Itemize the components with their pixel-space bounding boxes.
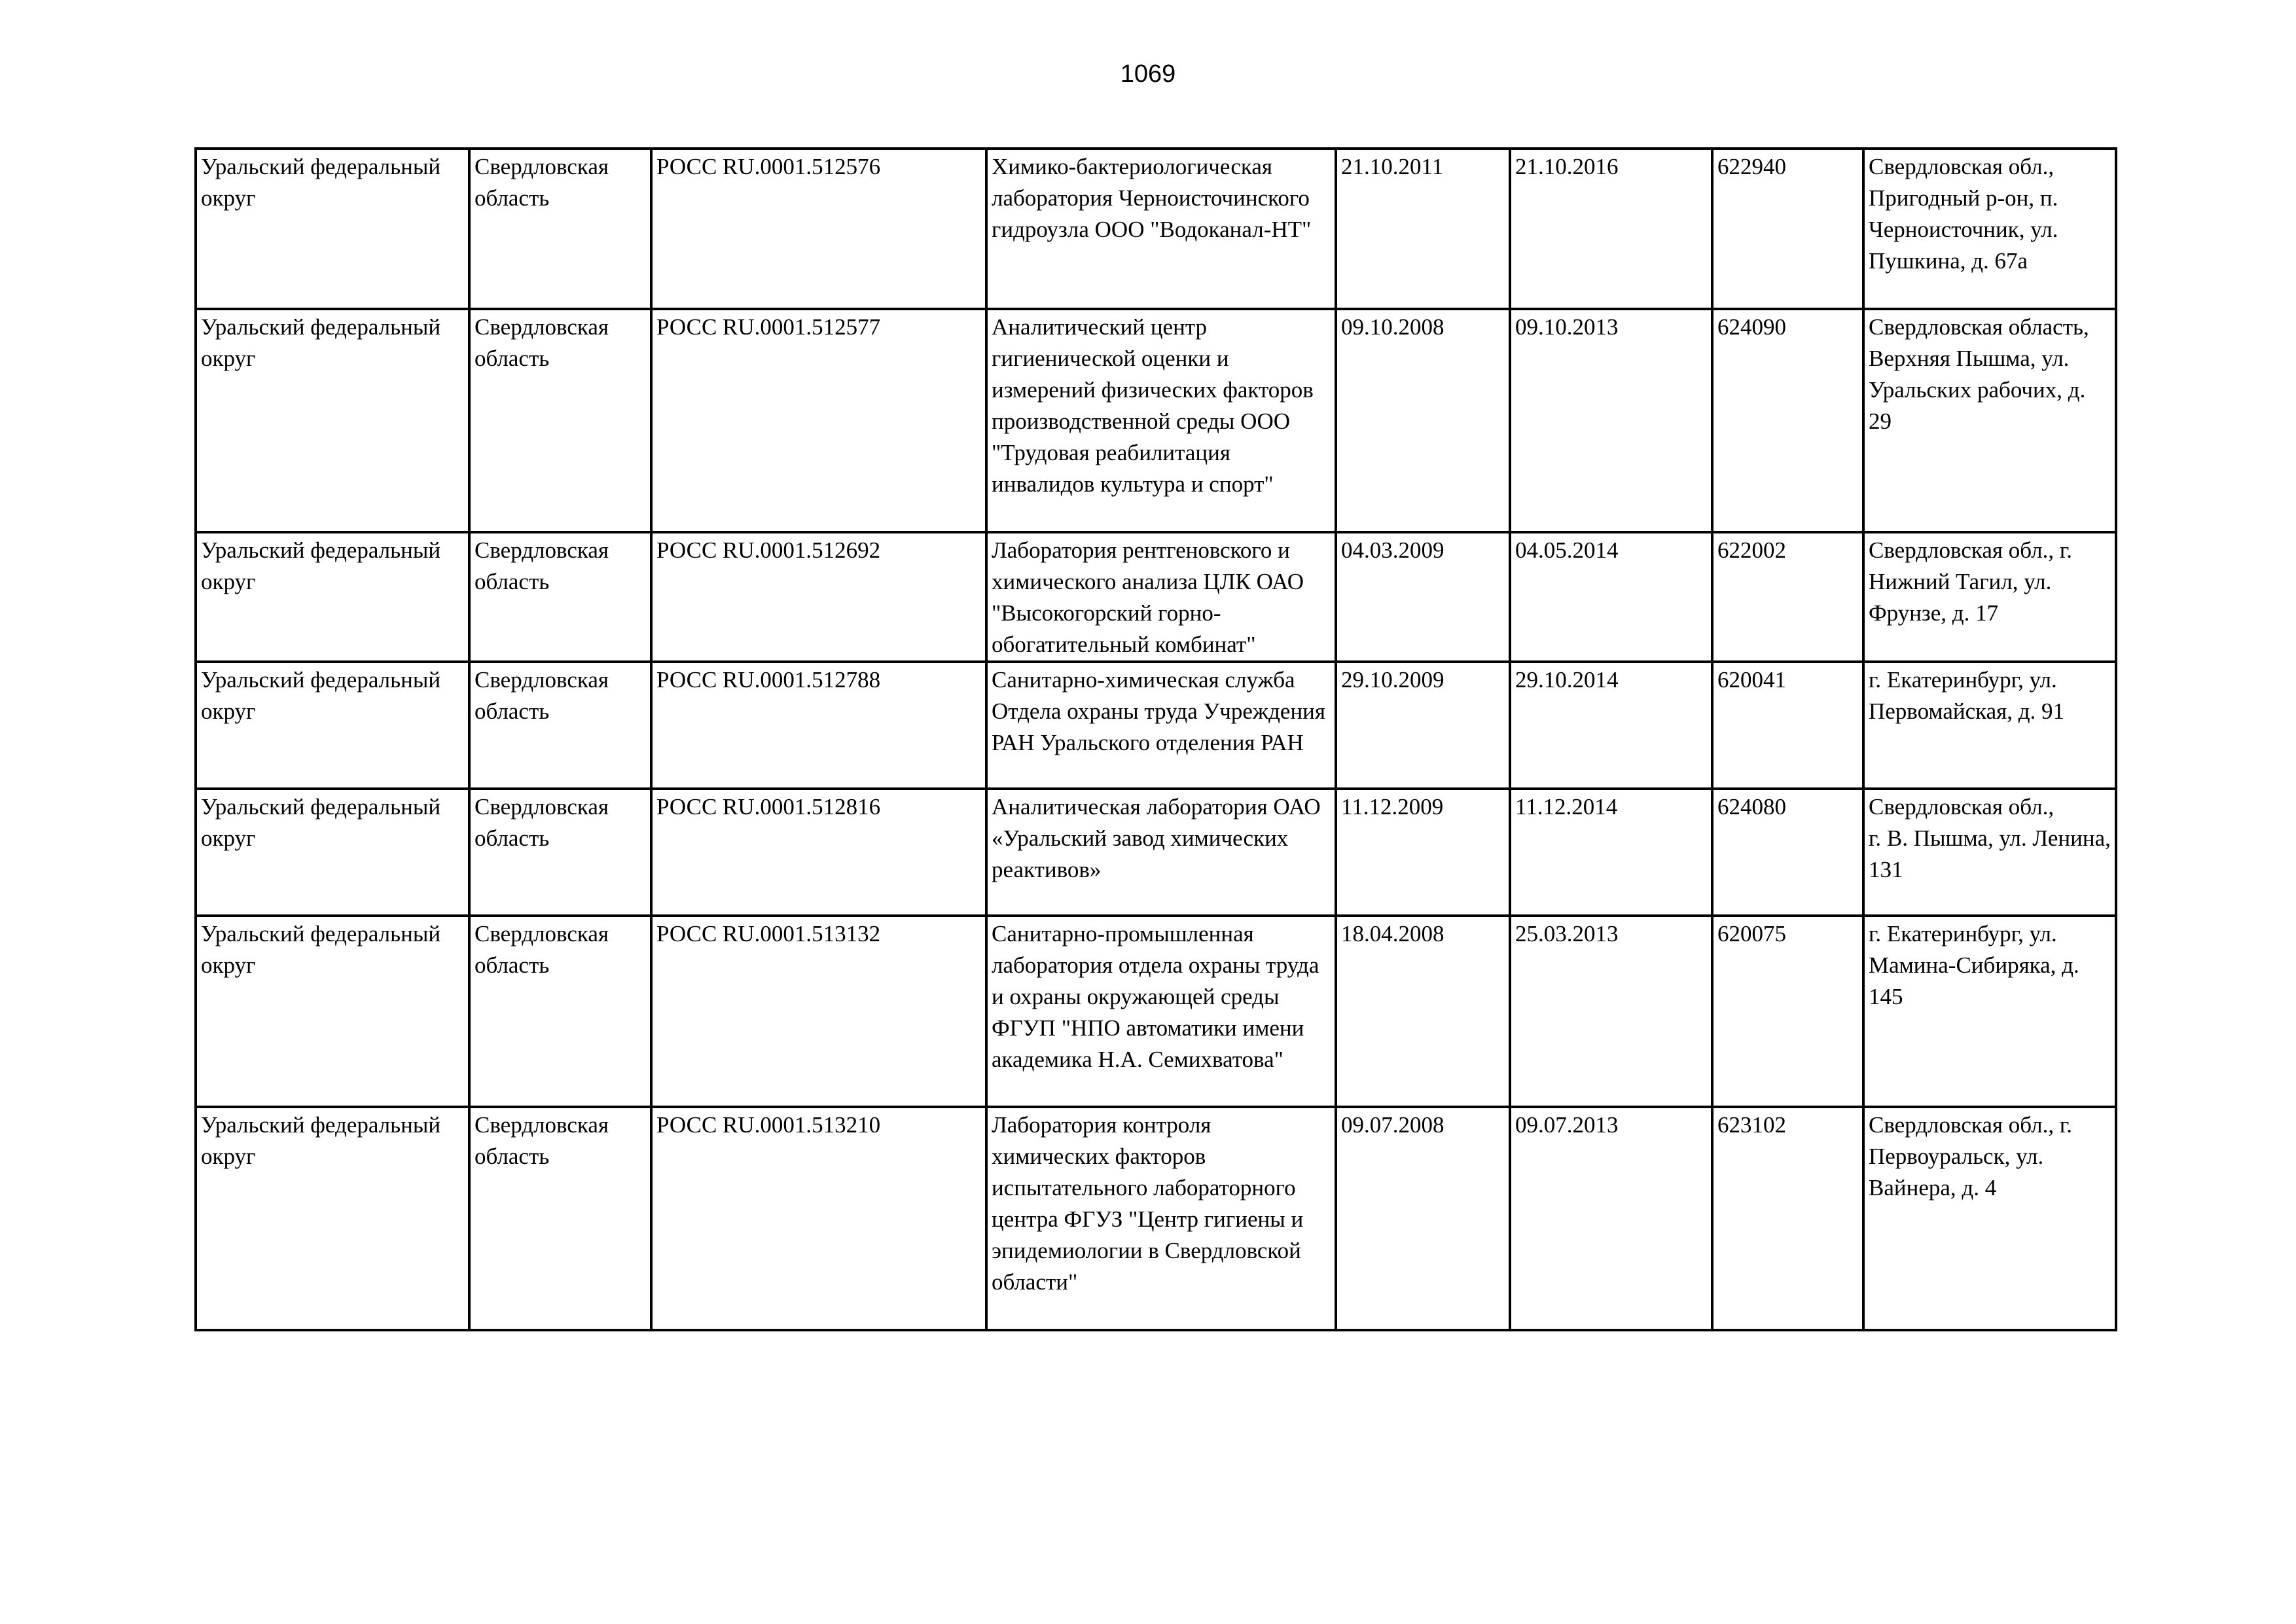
date-to-cell: 09.07.2013 (1510, 1107, 1712, 1330)
date-from-cell: 29.10.2009 (1336, 662, 1510, 789)
reg-number-cell: РОСС RU.0001.512577 (651, 309, 986, 532)
table-body (196, 149, 2116, 1330)
laboratory-cell: Лаборатория контроля химических факторов испытательного лабораторного центра ФГУЗ "Центр гигиены и эпидемиологии в Свердловской области" (986, 1107, 1336, 1330)
reg-number-cell: РОСС RU.0001.512788 (651, 662, 986, 789)
laboratory-cell: Санитарно-промышленная лаборатория отдела охраны труда и охраны окружающей среды ФГУП "НПО автоматики имени академика Н.А. Семихватова" (986, 916, 1336, 1107)
region-cell: Свердловская область (469, 662, 651, 789)
table-row (196, 789, 2116, 916)
date-from-cell: 11.12.2009 (1336, 789, 1510, 916)
region-cell: Свердловская область (469, 789, 651, 916)
laboratory-cell: Аналитический центр гигиенической оценки и измерений физических факторов производственной среды ООО "Трудовая реабилитация инвалидов культура и спорт" (986, 309, 1336, 532)
laboratory-registry-table (194, 147, 2117, 1331)
postcode-cell: 620075 (1712, 916, 1863, 1107)
address-cell: Свердловская обл., г. Нижний Тагил, ул. Фрунзе, д. 17 (1863, 532, 2116, 662)
address-cell: Свердловская обл., Пригодный р-он, п. Черноисточник, ул. Пушкина, д. 67а (1863, 149, 2116, 309)
address-cell: Свердловская обл., г. В. Пышма, ул. Ленина, 131 (1863, 789, 2116, 916)
region-cell: Свердловская область (469, 309, 651, 532)
date-from-cell: 09.10.2008 (1336, 309, 1510, 532)
address-cell: Свердловская область, Верхняя Пышма, ул. Уральских рабочих, д. 29 (1863, 309, 2116, 532)
date-from-cell: 04.03.2009 (1336, 532, 1510, 662)
postcode-cell: 624080 (1712, 789, 1863, 916)
table-row (196, 916, 2116, 1107)
table-row (196, 532, 2116, 662)
date-to-cell: 09.10.2013 (1510, 309, 1712, 532)
district-cell: Уральский федеральный округ (196, 309, 469, 532)
laboratory-cell: Химико-бактериологическая лаборатория Черноисточинского гидроузла ООО "Водоканал-НТ" (986, 149, 1336, 309)
region-cell: Свердловская область (469, 149, 651, 309)
table-row (196, 149, 2116, 309)
date-to-cell: 21.10.2016 (1510, 149, 1712, 309)
table-row (196, 309, 2116, 532)
region-cell: Свердловская область (469, 532, 651, 662)
laboratory-cell: Аналитическая лаборатория ОАО «Уральский завод химических реактивов» (986, 789, 1336, 916)
district-cell: Уральский федеральный округ (196, 916, 469, 1107)
reg-number-cell: РОСС RU.0001.512692 (651, 532, 986, 662)
date-from-cell: 09.07.2008 (1336, 1107, 1510, 1330)
address-cell: Свердловская обл., г. Первоуральск, ул. Вайнера, д. 4 (1863, 1107, 2116, 1330)
reg-number-cell: РОСС RU.0001.513132 (651, 916, 986, 1107)
postcode-cell: 624090 (1712, 309, 1863, 532)
district-cell: Уральский федеральный округ (196, 149, 469, 309)
date-to-cell: 29.10.2014 (1510, 662, 1712, 789)
laboratory-cell: Санитарно-химическая служба Отдела охраны труда Учреждения РАН Уральского отделения РАН (986, 662, 1336, 789)
district-cell: Уральский федеральный округ (196, 662, 469, 789)
date-to-cell: 11.12.2014 (1510, 789, 1712, 916)
postcode-cell: 623102 (1712, 1107, 1863, 1330)
region-cell: Свердловская область (469, 916, 651, 1107)
district-cell: Уральский федеральный округ (196, 532, 469, 662)
reg-number-cell: РОСС RU.0001.512576 (651, 149, 986, 309)
laboratory-cell: Лаборатория рентгеновского и химического анализа ЦЛК ОАО "Высокогорский горно-обогатительный комбинат" (986, 532, 1336, 662)
postcode-cell: 620041 (1712, 662, 1863, 789)
reg-number-cell: РОСС RU.0001.512816 (651, 789, 986, 916)
district-cell: Уральский федеральный округ (196, 1107, 469, 1330)
reg-number-cell: РОСС RU.0001.513210 (651, 1107, 986, 1330)
date-to-cell: 25.03.2013 (1510, 916, 1712, 1107)
page-number: 1069 (1120, 60, 1176, 88)
date-from-cell: 21.10.2011 (1336, 149, 1510, 309)
district-cell: Уральский федеральный округ (196, 789, 469, 916)
date-from-cell: 18.04.2008 (1336, 916, 1510, 1107)
table-row (196, 1107, 2116, 1330)
postcode-cell: 622940 (1712, 149, 1863, 309)
address-cell: г. Екатеринбург, ул. Первомайская, д. 91 (1863, 662, 2116, 789)
postcode-cell: 622002 (1712, 532, 1863, 662)
region-cell: Свердловская область (469, 1107, 651, 1330)
date-to-cell: 04.05.2014 (1510, 532, 1712, 662)
address-cell: г. Екатеринбург, ул. Мамина-Сибиряка, д. 145 (1863, 916, 2116, 1107)
table-row (196, 662, 2116, 789)
